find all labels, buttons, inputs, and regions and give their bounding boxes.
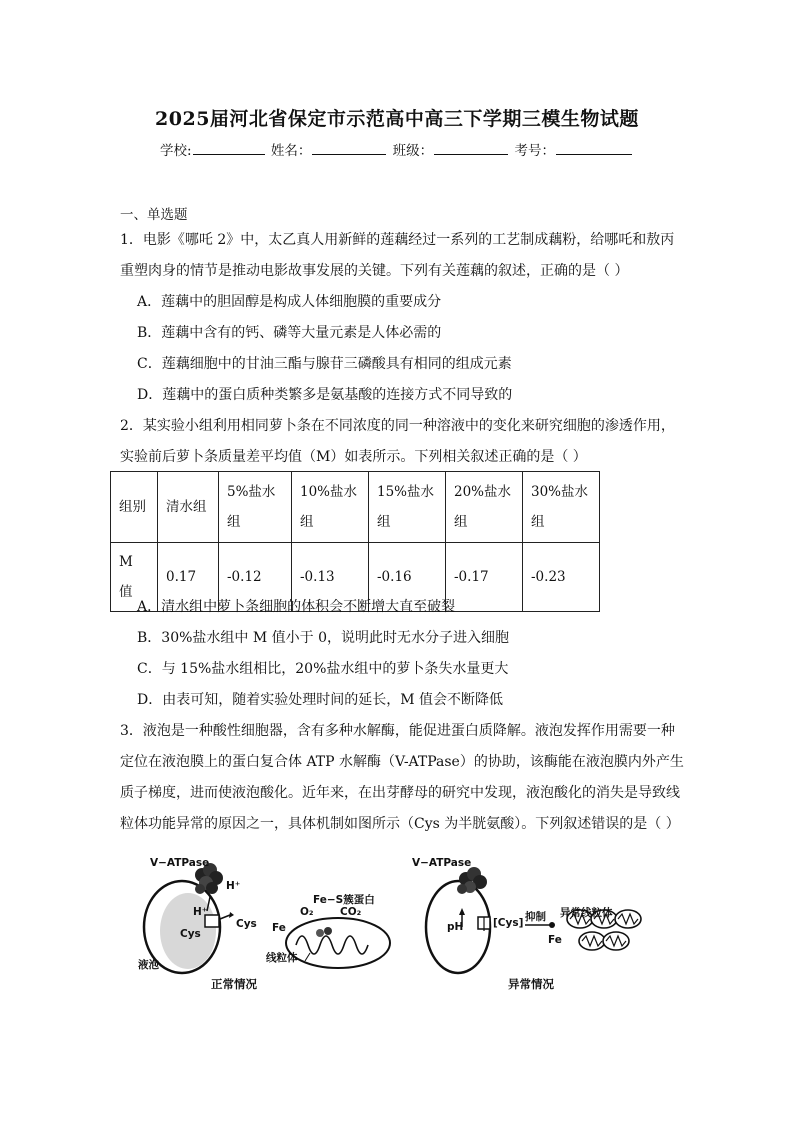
school-label: 学校: — [160, 143, 192, 159]
number-blank[interactable] — [556, 140, 632, 155]
table-header-cell: 5%盐水组 — [219, 472, 292, 543]
co2-label: CO₂ — [340, 906, 362, 918]
left-h-plus-in: H⁺ — [193, 906, 208, 918]
caption-abnormal: 异常情况 — [508, 977, 554, 991]
o2-label: O₂ — [300, 906, 314, 918]
abnormal-mito-label: 异常线粒体 — [560, 907, 613, 919]
q3-stem-line2: 定位在液泡膜上的蛋白复合体 ATP 水解酶（V-ATPase）的协助，该酶能在液泡膜内外产生 — [120, 754, 684, 770]
q2-option-c[interactable]: C．与 15%盐水组相比，20%盐水组中的萝卜条失水量更大 — [137, 661, 509, 677]
table-header-cell: 组别 — [111, 472, 158, 543]
table-header-cell: 30%盐水组 — [523, 472, 600, 543]
right-cys-label: [Cys] — [493, 917, 524, 929]
fes-protein-label: Fe−S簇蛋白 — [313, 894, 375, 906]
school-blank[interactable] — [193, 140, 265, 155]
name-label: 姓名： — [270, 143, 312, 159]
left-fe-label: Fe — [272, 922, 286, 934]
q1-option-c[interactable]: C．莲藕细胞中的甘油三酯与腺苷三磷酸具有相同的组成元素 — [137, 356, 512, 372]
exam-title: 2025届河北省保定市示范高中高三下学期三模生物试题 — [155, 108, 639, 130]
inhibit-label: 抑制 — [525, 911, 546, 923]
q1-stem-line2: 重塑肉身的情节是推动电影故事发展的关键。下列有关莲藕的叙述，正确的是（ ） — [120, 263, 629, 279]
table-header-cell: 清水组 — [158, 472, 219, 543]
left-cys-in: Cys — [180, 928, 201, 940]
table-header-cell: 20%盐水组 — [446, 472, 523, 543]
q1-stem-line1: 1．电影《哪吒 2》中，太乙真人用新鲜的莲藕经过一系列的工艺制成藕粉，给哪吒和敖丙 — [120, 232, 675, 248]
student-info-line — [0, 139, 794, 159]
mitochondrion-shape — [286, 918, 390, 968]
ph-label: pH — [447, 921, 464, 933]
table-cell: -0.12 — [219, 543, 292, 612]
table-header-cell: 10%盐水组 — [292, 472, 369, 543]
right-fe-label: Fe — [548, 934, 562, 946]
q2-option-b[interactable]: B．30%盐水组中 M 值小于 0，说明此时无水分子进入细胞 — [137, 630, 509, 646]
right-vatpase-label: V−ATPase — [412, 857, 472, 869]
class-label: 班级： — [392, 143, 434, 159]
q1-option-a[interactable]: A．莲藕中的胆固醇是构成人体细胞膜的重要成分 — [137, 294, 442, 310]
class-blank[interactable] — [434, 140, 508, 155]
table-cell: 0.17 — [158, 543, 219, 612]
mito-label: 线粒体 — [266, 952, 298, 964]
q3-stem-line4: 粒体功能异常的原因之一，具体机制如图所示（Cys 为半胱氨酸）。下列叙述错误的是（ ） — [120, 816, 680, 832]
q2-stem-line1: 2．某实验小组利用相同萝卜条在不同浓度的同一种溶液中的变化来研究细胞的渗透作用， — [120, 418, 675, 434]
abnormal-vatpase-complex — [457, 867, 487, 894]
q2-stem-line2: 实验前后萝卜条质量差平均值（M）如表所示。下列相关叙述正确的是（ ） — [120, 449, 587, 465]
table-header-row — [111, 472, 600, 543]
q3-stem-line3: 质子梯度，进而使液泡酸化。近年来，在出芽酵母的研究中发现，液泡酸化的消失是导致线 — [120, 785, 680, 801]
table-cell: -0.16 — [369, 543, 446, 612]
left-cys-out: Cys — [236, 918, 257, 930]
q2-data-table — [110, 471, 600, 612]
q2-option-a[interactable]: A．清水组中萝卜条细胞的体积会不断增大直至破裂 — [137, 599, 456, 615]
vacuole-label: 液泡 — [138, 959, 159, 971]
table-cell: -0.13 — [292, 543, 369, 612]
left-h-plus-out: H⁺ — [226, 880, 241, 892]
table-header-cell: 15%盐水组 — [369, 472, 446, 543]
q1-option-b[interactable]: B．莲藕中含有的钙、磷等大量元素是人体必需的 — [137, 325, 442, 341]
left-vatpase-label: V−ATPase — [150, 857, 210, 869]
q3-stem-line1: 3．液泡是一种酸性细胞器，含有多种水解酶，能促进蛋白质降解。液泡发挥作用需要一种 — [120, 723, 675, 739]
caption-normal: 正常情况 — [211, 977, 257, 991]
q1-option-d[interactable]: D．莲藕中的蛋白质种类繁多是氨基酸的连接方式不同导致的 — [137, 387, 513, 403]
section-heading: 一、单选题 — [120, 207, 188, 223]
table-row-label: M 值 — [111, 543, 158, 612]
table-cell: -0.23 — [523, 543, 600, 612]
q2-option-d[interactable]: D．由表可知，随着实验处理时间的延长，M 值会不断降低 — [137, 692, 504, 708]
name-blank[interactable] — [312, 140, 386, 155]
table-cell: -0.17 — [446, 543, 523, 612]
number-label: 考号： — [514, 143, 555, 159]
